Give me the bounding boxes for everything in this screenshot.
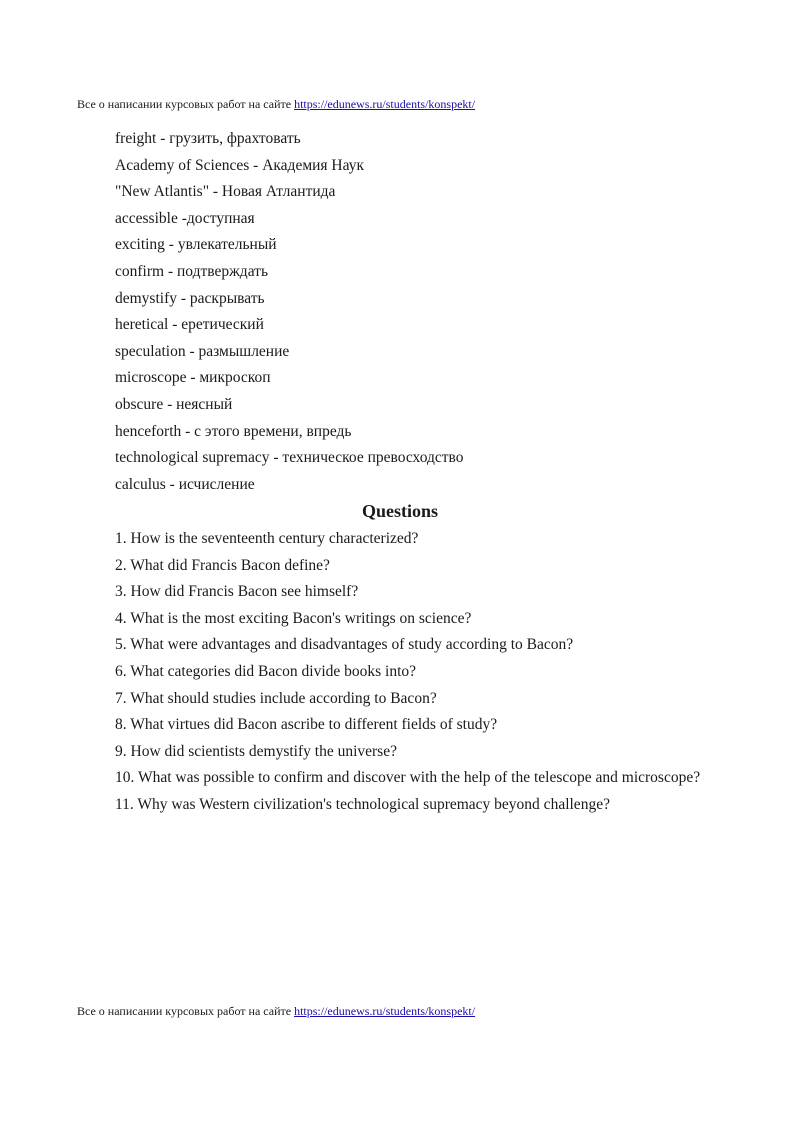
footer-link[interactable]: https://edunews.ru/students/konspekt/ — [294, 1004, 476, 1018]
vocab-item: "New Atlantis" - Новая Атлантида — [115, 183, 336, 201]
question-item: 6. What categories did Bacon divide books into? — [115, 662, 417, 680]
page-footer — [77, 1003, 475, 1019]
question-item: 10. What was possible to confirm and discover with the help of the telescope and microscope? — [115, 769, 701, 787]
vocab-item: obscure - неясный — [115, 395, 233, 413]
vocab-item: accessible -доступная — [115, 209, 255, 227]
page-header — [77, 96, 475, 112]
vocab-item: demystify - раскрывать — [115, 289, 265, 307]
question-item: 9. How did scientists demystify the universe? — [115, 742, 397, 760]
vocab-item: microscope - микроскоп — [115, 369, 271, 387]
header-link[interactable]: https://edunews.ru/students/konspekt/ — [294, 97, 476, 111]
vocab-item: heretical - еретический — [115, 316, 264, 334]
question-item: 3. How did Francis Bacon see himself? — [115, 583, 359, 601]
vocabulary-list — [115, 126, 464, 498]
question-item: 5. What were advantages and disadvantages of study according to Bacon? — [115, 636, 574, 654]
vocab-item: exciting - увлекательный — [115, 236, 277, 254]
question-item: 1. How is the seventeenth century characterized? — [115, 530, 419, 547]
vocab-item: speculation - размышление — [115, 342, 290, 360]
question-item: 11. Why was Western civilization's technological supremacy beyond challenge? — [115, 795, 610, 813]
vocab-item: calculus - исчисление — [115, 475, 255, 493]
question-item: 2. What did Francis Bacon define? — [115, 556, 330, 574]
vocab-item: confirm - подтверждать — [115, 262, 269, 280]
question-item: 4. What is the most exciting Bacon's writings on science? — [115, 609, 472, 627]
footer-text: Все о написании курсовых работ на сайте — [77, 1004, 295, 1018]
question-item: 7. What should studies include according to Bacon? — [115, 689, 437, 707]
header-text: Все о написании курсовых работ на сайте — [77, 97, 295, 111]
vocab-item: technological supremacy - техническое превосходство — [115, 449, 464, 467]
questions-heading: Questions — [361, 501, 439, 521]
vocab-item: freight - грузить, фрахтовать — [115, 130, 301, 147]
vocab-item: henceforth - с этого времени, впредь — [115, 422, 352, 440]
questions-list — [115, 526, 700, 819]
question-item: 8. What virtues did Bacon ascribe to different fields of study? — [115, 716, 498, 734]
vocab-item: Academy of Sciences - Академия Наук — [115, 156, 364, 174]
